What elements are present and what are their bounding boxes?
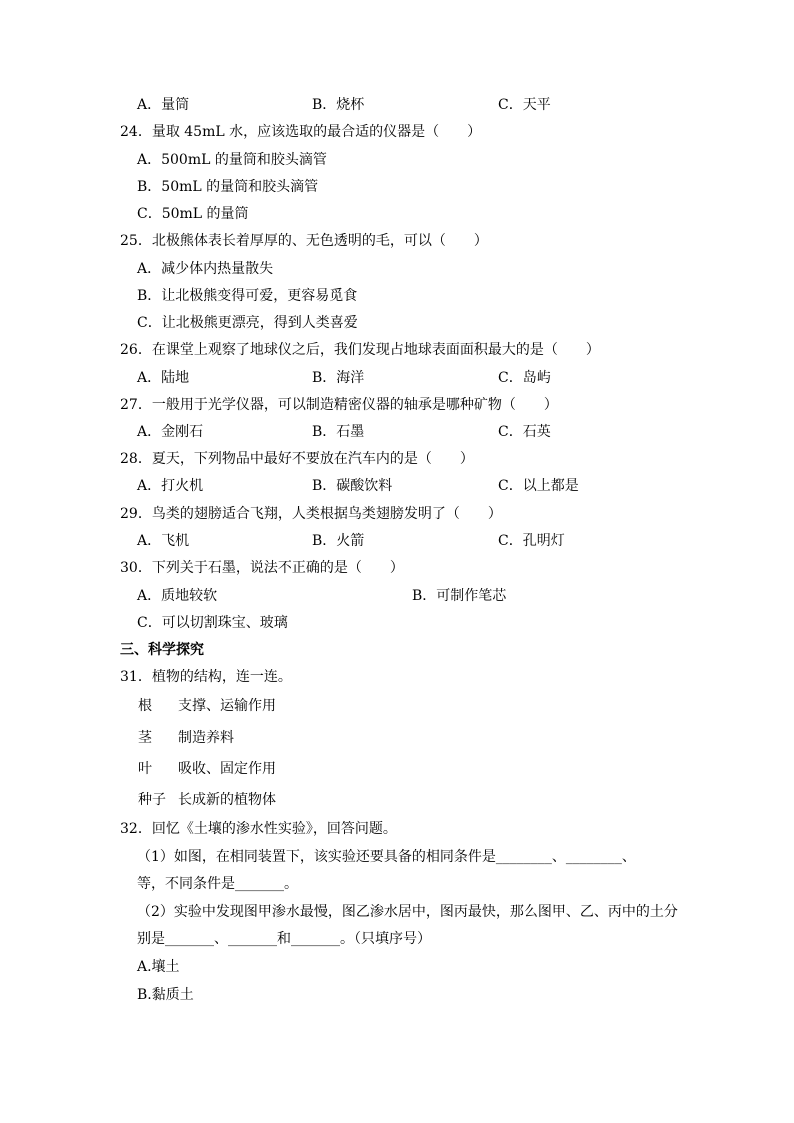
q24-option-a: A．500mL 的量筒和胶头滴管 bbox=[137, 152, 327, 168]
q32-part2-line2: 别是_______、_______和_______。（只填序号） bbox=[137, 931, 431, 947]
q32-part2-line1: （2）实验中发现图甲渗水最慢，图乙渗水居中，图丙最快，那么图甲、乙、丙中的土分 bbox=[137, 904, 678, 920]
plant-function-2: 制造养料 bbox=[178, 730, 234, 746]
q28-option-c: C．以上都是 bbox=[498, 478, 579, 494]
q24-option-c: C．50mL 的量筒 bbox=[137, 206, 249, 222]
q25-option-b: B．让北极熊变得可爱，更容易觅食 bbox=[137, 288, 358, 304]
q26-option-c: C．岛屿 bbox=[498, 370, 551, 386]
plant-function-4: 长成新的植物体 bbox=[178, 792, 276, 808]
q25-option-a: A．减少体内热量散失 bbox=[137, 261, 274, 277]
q23-option-b: B．烧杯 bbox=[312, 97, 365, 113]
plant-part-stem: 茎 bbox=[138, 730, 152, 746]
q29-option-b: B．火箭 bbox=[312, 533, 365, 549]
section-heading: 三、科学探究 bbox=[120, 642, 204, 658]
q30-option-b: B．可制作笔芯 bbox=[412, 588, 507, 604]
plant-function-3: 吸收、固定作用 bbox=[178, 761, 276, 777]
q24-option-b: B．50mL 的量筒和胶头滴管 bbox=[137, 179, 319, 195]
q32-part1-line1: （1）如图，在相同装置下，该实验还要具备的相同条件是________、________、 bbox=[137, 849, 636, 865]
q32-option-b: B.黏质土 bbox=[137, 987, 194, 1003]
q27-stem: 27．一般用于光学仪器，可以制造精密仪器的轴承是哪种矿物（ ） bbox=[120, 397, 558, 413]
plant-function-1: 支撑、运输作用 bbox=[178, 698, 276, 714]
q27-option-b: B．石墨 bbox=[312, 424, 365, 440]
q32-option-a: A.壤土 bbox=[137, 959, 180, 975]
q29-option-a: A．飞机 bbox=[137, 533, 190, 549]
q31-stem: 31．植物的结构，连一连。 bbox=[120, 669, 292, 685]
q27-option-a: A．金刚石 bbox=[137, 424, 204, 440]
q23-option-a: A．量筒 bbox=[137, 97, 190, 113]
q26-option-b: B．海洋 bbox=[312, 370, 365, 386]
q29-option-c: C．孔明灯 bbox=[498, 533, 565, 549]
q25-stem: 25．北极熊体表长着厚厚的、无色透明的毛，可以（ ） bbox=[120, 233, 488, 249]
q32-part1-line2: 等，不同条件是_______。 bbox=[137, 876, 298, 892]
plant-part-root: 根 bbox=[138, 698, 152, 714]
q30-option-a: A．质地较软 bbox=[137, 588, 218, 604]
q28-option-a: A．打火机 bbox=[137, 478, 204, 494]
q28-option-b: B．碳酸饮料 bbox=[312, 478, 393, 494]
q25-option-c: C．让北极熊更漂亮，得到人类喜爱 bbox=[137, 315, 358, 331]
q26-stem: 26．在课堂上观察了地球仪之后，我们发现占地球表面面积最大的是（ ） bbox=[120, 342, 600, 358]
q23-option-c: C．天平 bbox=[498, 97, 551, 113]
q24-stem: 24．量取 45mL 水，应该选取的最合适的仪器是（ ） bbox=[120, 124, 482, 140]
q29-stem: 29．鸟类的翅膀适合飞翔，人类根据鸟类翅膀发明了（ ） bbox=[120, 506, 502, 522]
q32-stem: 32．回忆《土壤的渗水性实验》，回答问题。 bbox=[120, 821, 397, 837]
q27-option-c: C．石英 bbox=[498, 424, 551, 440]
q30-option-c: C．可以切割珠宝、玻璃 bbox=[137, 615, 288, 631]
q30-stem: 30．下列关于石墨，说法不正确的是（ ） bbox=[120, 560, 404, 576]
q28-stem: 28．夏天，下列物品中最好不要放在汽车内的是（ ） bbox=[120, 451, 474, 467]
q26-option-a: A．陆地 bbox=[137, 370, 190, 386]
plant-part-seed: 种子 bbox=[138, 792, 166, 808]
plant-part-leaf: 叶 bbox=[138, 761, 152, 777]
